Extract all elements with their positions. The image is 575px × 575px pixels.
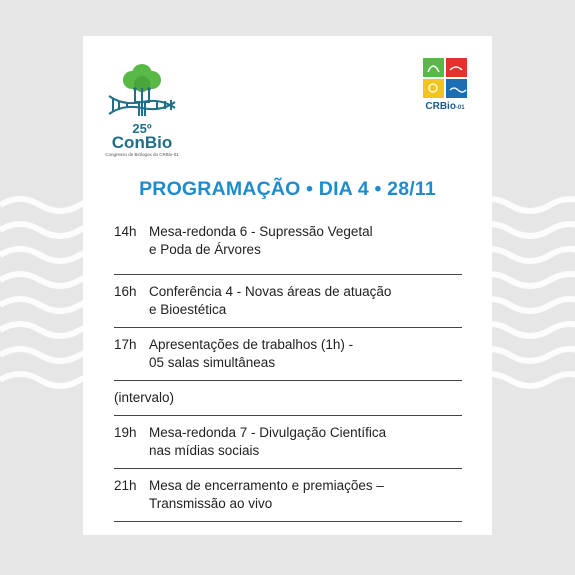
page-title: PROGRAMAÇÃO • DIA 4 • 28/11 <box>139 178 436 200</box>
schedule-line: e Bioestética <box>149 302 227 317</box>
conbio-edition: 25º <box>132 121 152 136</box>
schedule-line: Transmissão ao vivo <box>149 496 273 511</box>
crbio-region: -01 <box>455 105 465 111</box>
schedule-list <box>114 223 462 522</box>
schedule-line: e Poda de Árvores <box>149 242 261 257</box>
schedule-item <box>114 275 462 328</box>
schedule-time: 16h <box>114 284 137 299</box>
schedule-line: Mesa-redonda 6 - Supressão Vegetal <box>149 224 373 239</box>
schedule-item <box>114 469 462 522</box>
schedule-item <box>114 328 462 381</box>
conbio-tree-logo <box>105 58 179 176</box>
conbio-subtitle: Congresso de Biólogos do CRBio-01 <box>105 152 179 157</box>
schedule-line: Mesa de encerramento e premiações – <box>149 478 384 493</box>
schedule-time: 21h <box>114 478 137 493</box>
schedule-description <box>149 336 462 380</box>
crbio-name <box>417 102 473 113</box>
schedule-description <box>149 283 462 327</box>
schedule-break: (intervalo) <box>114 390 175 405</box>
program-card <box>83 36 492 535</box>
crbio-logo <box>423 58 467 98</box>
schedule-description <box>149 477 462 521</box>
schedule-description <box>149 424 462 468</box>
schedule-item <box>114 416 462 469</box>
crbio-name-text: CRBio <box>425 101 456 112</box>
schedule-line: Mesa-redonda 7 - Divulgação Científica <box>149 425 387 440</box>
schedule-line: Apresentações de trabalhos (1h) - <box>149 337 354 352</box>
conbio-name: ConBio <box>111 133 173 152</box>
schedule-description <box>149 223 462 274</box>
schedule-time: 14h <box>114 224 137 239</box>
schedule-item <box>114 381 462 416</box>
schedule-time: 17h <box>114 337 137 352</box>
schedule-time: 19h <box>114 425 137 440</box>
schedule-item <box>114 223 462 275</box>
schedule-line: nas mídias sociais <box>149 443 260 458</box>
schedule-line: 05 salas simultâneas <box>149 355 276 370</box>
schedule-line: Conferência 4 - Novas áreas de atuação <box>149 284 392 299</box>
